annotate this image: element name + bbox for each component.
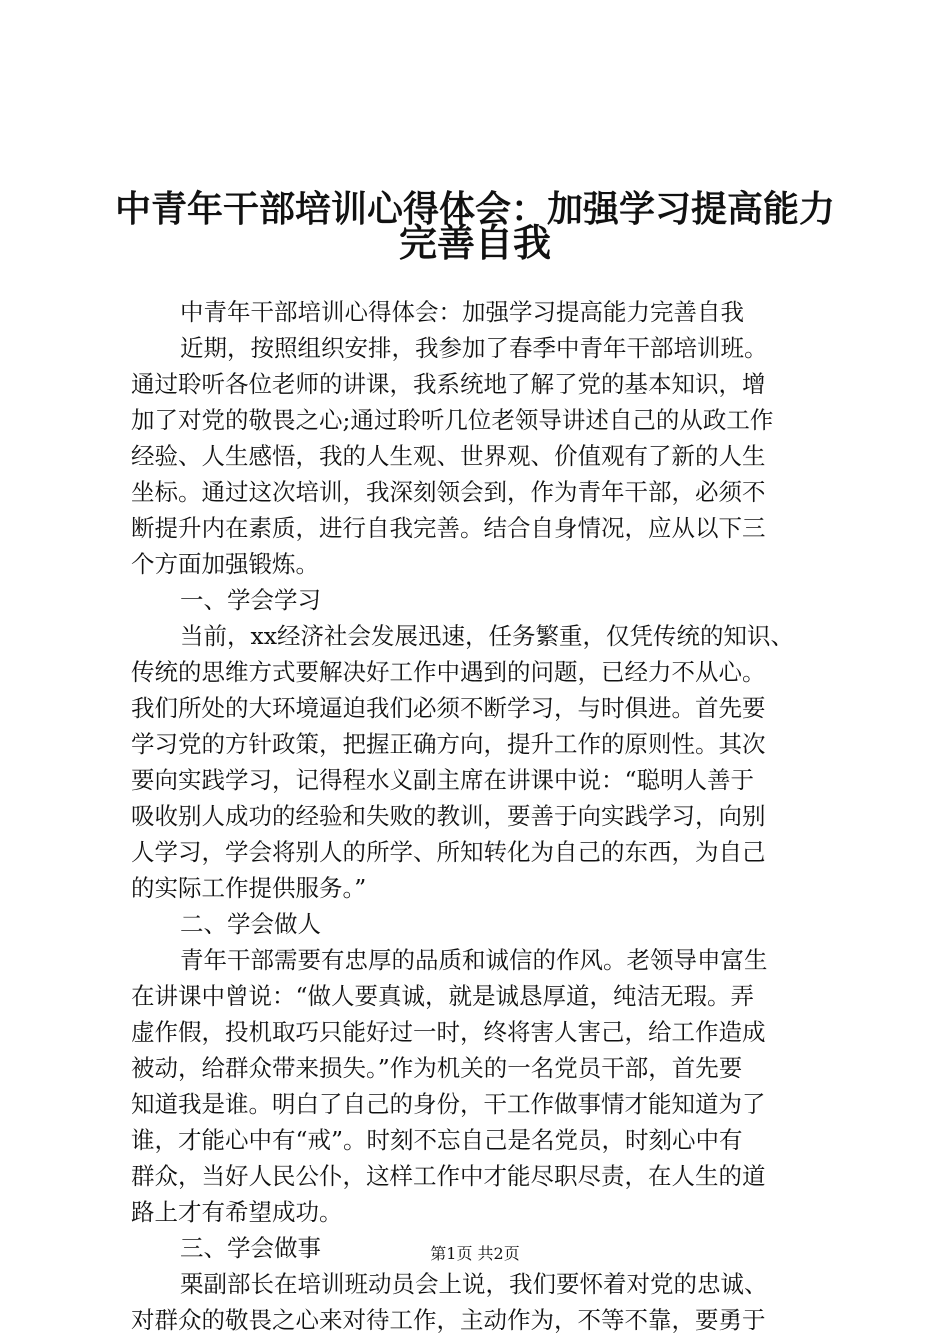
text-line: 对群众的敬畏之心来对待工作，主动作为，不等不靠，要勇于: [131, 1306, 766, 1334]
document-title-line-2: [0, 221, 950, 265]
text-line: 中青年干部培训心得体会：加强学习提高能力完善自我: [180, 298, 744, 326]
text-line: 虚作假，投机取巧只能好过一时，终将害人害己，给工作造成: [131, 1018, 766, 1046]
title-text: 完善自我: [398, 221, 551, 265]
text-line: 近期，按照组织安排，我参加了春季中青年干部培训班。: [180, 334, 768, 362]
text-line: 三、学会做事: [180, 1234, 321, 1262]
text-line: 经验、人生感悟，我的人生观、世界观、价值观有了新的人生: [131, 442, 766, 470]
text-line: 知道我是谁。明白了自己的身份，干工作做事情才能知道为了: [131, 1090, 766, 1118]
text-line: 传统的思维方式要解决好工作中遇到的问题，已经力不从心。: [131, 658, 766, 686]
text-line: 加了对党的敬畏之心;通过聆听几位老领导讲述自己的从政工作: [131, 406, 774, 434]
text-line: 被动，给群众带来损失。”作为机关的一名党员干部，首先要: [131, 1054, 743, 1082]
text-line: 人学习，学会将别人的所学、所知转化为自己的东西，为自己: [131, 838, 766, 866]
text-line: 在讲课中曾说：“做人要真诚，就是诚恳厚道，纯洁无瑕。弄: [131, 982, 755, 1010]
document-body: [131, 294, 831, 1338]
text-line: 断提升内在素质，进行自我完善。结合自身情况，应从以下三: [131, 514, 766, 542]
text-line: 要向实践学习，记得程水义副主席在讲课中说：“聪明人善于: [131, 766, 755, 794]
text-line: 栗副部长在培训班动员会上说，我们要怀着对党的忠诚、: [180, 1270, 768, 1298]
text-line: 路上才有希望成功。: [131, 1198, 343, 1226]
text-line: 坐标。通过这次培训，我深刻领会到，作为青年干部，必须不: [131, 478, 766, 506]
text-line: 我们所处的大环境逼迫我们必须不断学习，与时俱进。首先要: [131, 694, 766, 722]
text-line: 学习党的方针政策，把握正确方向，提升工作的原则性。其次: [131, 730, 766, 758]
text-line: 一、学会学习: [180, 586, 321, 614]
text-line: 当前，xx经济社会发展迅速，任务繁重，仅凭传统的知识、: [180, 622, 795, 650]
text-line: 通过聆听各位老师的讲课，我系统地了解了党的基本知识，增: [131, 370, 766, 398]
text-line: 群众，当好人民公仆，这样工作中才能尽职尽责，在人生的道: [131, 1162, 766, 1190]
text-line: 的实际工作提供服务。”: [131, 874, 367, 902]
text-line: 吸收别人成功的经验和失败的教训，要善于向实践学习，向别: [131, 802, 766, 830]
text-line: 青年干部需要有忠厚的品质和诚信的作风。老领导申富生: [180, 946, 768, 974]
title-text: 中青年干部培训心得体会：加强学习提高能力: [114, 189, 835, 230]
text-line: 谁，才能心中有“戒”。时刻不忘自己是名党员，时刻心中有: [131, 1126, 743, 1154]
text-line: 个方面加强锻炼。: [131, 550, 319, 578]
text-line: 二、学会做人: [180, 910, 321, 938]
page-footer: 第1页 共2页: [430, 1244, 520, 1263]
